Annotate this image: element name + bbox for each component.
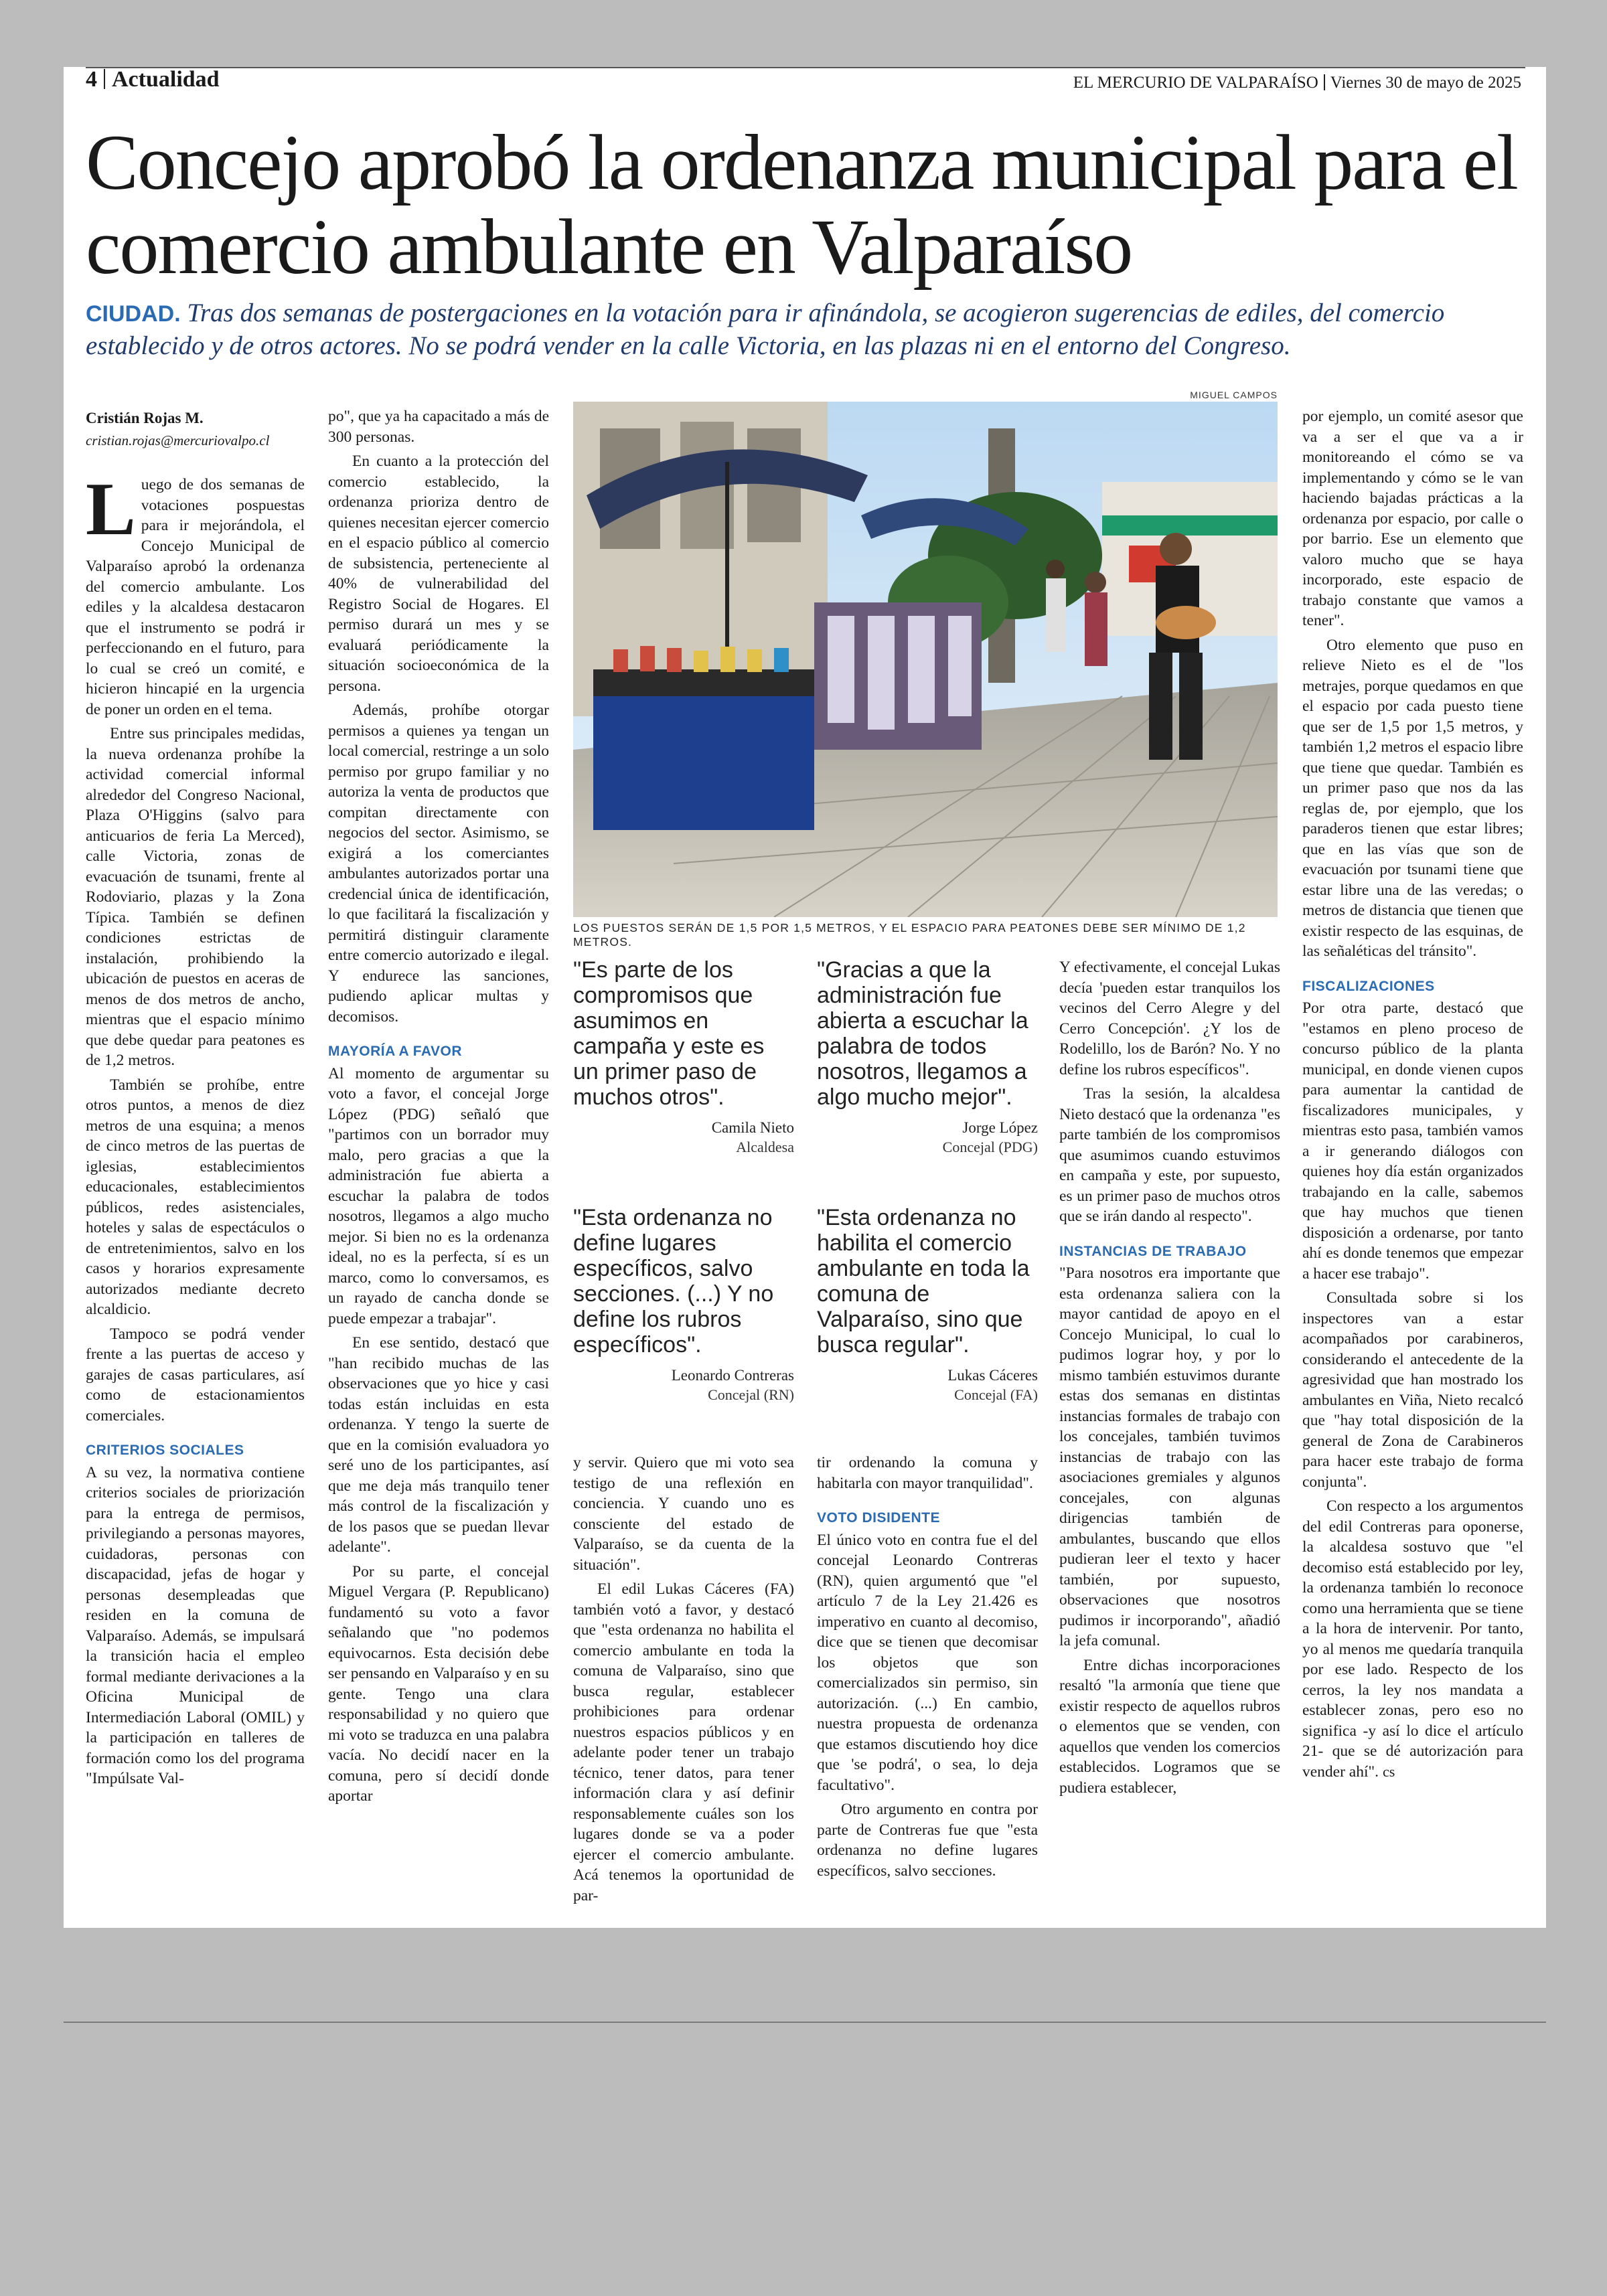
deck — [86, 297, 1525, 362]
subhead-criterios-sociales: CRITERIOS SOCIALES — [86, 1443, 244, 1458]
paragraph: Por su parte, el concejal Miguel Vergara (P. Republicano) fundamentó su voto a favor señalando que "no podemos equivocarnos. Esta decisión debe ser pensando en Valparaíso y en su gente. Tengo una clara responsabilidad y no quiero que mi voto se traduzca en una palabra vacía. No decidí nacer en la comuna, pero sí decidí donde aportar — [328, 1562, 549, 1805]
paragraph: Entre dichas incorporaciones resaltó "la armonía que tiene que existir respecto de aquellos rubros o elementos que se venden, con aquellos que venden los comercios establecidos. Logramos que se pudiera establecer, — [1059, 1656, 1280, 1797]
byline-name: Cristián Rojas M. — [86, 410, 204, 426]
article-column-2 — [328, 406, 549, 1811]
paragraph: Con respecto a los argumentos del edil Contreras para oponerse, la alcaldesa sostuvo que "el decomiso está establecido por ley, la ordenanza también lo reconoce como una herramienta que se tiene a la hora de intervenir. Por tanto, yo al menos me quedaría tranquila por ese lado. Respecto de los cerros, la ley nos mandata a establecer zonas, pero eso no significa -y así lo dice el artículo 21- que se dé autorización para vender ahí". cs — [1302, 1497, 1523, 1781]
paragraph: Al momento de argumentar su voto a favor, el concejal Jorge López (PDG) señaló que "partimos con un borrador muy malo, pero gracias a que la administración fue abierta a escuchar la palabra de todos nosotros, llegamos a algo mucho mejor. Si bien no es la ordenanza ideal, no es la perfecta, sí es un marco, como lo conversamos, es un rayado de cancha donde se puede empezar a trabajar". — [328, 1064, 549, 1327]
section-name: Actualidad — [112, 67, 220, 92]
quote-author: Leonardo Contreras — [671, 1367, 794, 1384]
article-column-3 — [573, 1453, 794, 1910]
page-header-left — [86, 67, 220, 92]
subhead-instancias-de-trabajo: INSTANCIAS DE TRABAJO — [1059, 1243, 1247, 1259]
publication-date: Viernes 30 de mayo de 2025 — [1330, 74, 1521, 92]
paragraph: tir ordenando la comuna y habitarla con mayor tranquilidad". — [817, 1454, 1038, 1492]
paragraph: por ejemplo, un comité asesor que va a ser el que va a ir monitoreando el cómo se va implementando y cómo se le van haciendo bajadas prácticas a la ordenanza por espacio, por calle o por barrio. Ese un elemento que valoro mucho que se haya incorporado, este espacio de trabajo constante que vamos a tener". — [1302, 408, 1523, 629]
paragraph: Otro elemento que puso en relieve Nieto es el de "los metrajes, porque quedamos en que el espacio por cada puesto tiene que ser de 1,5 por 1,5 metros, y también 1,2 metros el espacio libre que tiene que quedar. También es un primer paso que nos da las reglas de, por ejemplo, que los paraderos tienen que estar libres; que en las vías que son de evacuación por tsunami tiene que estar libre una de las veredas; o metros de distancia que tienen que existir respecto de las esquinas, de las señaléticas del tránsito". — [1302, 636, 1523, 960]
footer-rule — [64, 2022, 1546, 2023]
quote-role: Concejal (RN) — [708, 1386, 794, 1403]
publication-name: EL MERCURIO DE VALPARAÍSO — [1073, 74, 1318, 92]
end-mark: cs — [1383, 1762, 1395, 1780]
deck-tag: CIUDAD. — [86, 301, 181, 327]
quote-text: "Esta ordenanza no habilita el comercio ambulante en toda la comuna de Valparaíso, sino que busca regular". — [817, 1205, 1030, 1358]
paragraph: Luego de dos semanas de votaciones pospuestas para ir mejorándola, el Concejo Municipal de Valparaíso aprobó la ordenanza del comercio ambulante. Los ediles y la alcaldesa destacaron que el instrumento se podrá ir perfeccionando en el futuro, para lo cual se creó un comité, e hicieron hincapié en la urgencia de poner un orden en el tema. — [86, 468, 305, 718]
paragraph: También se prohíbe, entre otros puntos, a menos de diez metros de una esquina; a menos de cinco metros de las puertas de iglesias, establecimientos educacionales, establecimientos públicos, redes asistenciales, hoteles y salas de espectáculos o de entretenimientos, salvo en los casos y horarios expresamente autorizados mediante decreto alcaldicio. — [86, 1076, 305, 1318]
quote-role: Alcaldesa — [736, 1139, 794, 1155]
paragraph: A su vez, la normativa contiene criterios sociales de priorización para la entrega de permisos, privilegiando a personas mayores, cuidadoras, personas con discapacidad, jefas de hogar y personas desempleadas que residen en la comuna de Valparaíso. Además, se impulsará la transición hacia el empleo formal mediante derivaciones a la Oficina Municipal de Intermediación Laboral (OMIL) y la participación en talleres de formación como los del programa "Impúlsate Val- — [86, 1463, 305, 1787]
article-column-6 — [1302, 406, 1523, 1786]
paragraph: En ese sentido, destacó que "han recibido muchas de las observaciones que yo hice y casi todas están incluidas en esta ordenanza. Y tengo la suerte de que en la comisión evaluadora yo seré uno de los participantes, así que me deja más tranquilo tener más control de la fiscalización y de los pasos que se puedan llevar adelante". — [328, 1334, 549, 1556]
quote-role: Concejal (FA) — [954, 1386, 1038, 1403]
photo-illustration — [573, 402, 1278, 917]
paragraph: Por otra parte, destacó que "estamos en pleno proceso de concurso público de la planta municipal, en donde vienen cupos para aumentar la cantidad de fiscalizadores municipales, y mientras esto pasa, también vamos a ir generando diálogos con quienes hoy día están organizados trabajando en la calle, sabemos que hay muchos que tienen disposición a ordenarse, por tanto ahí es donde tenemos que empezar a hacer ese trabajo". — [1302, 999, 1523, 1283]
quote-text: "Gracias a que la administración fue abierta a escuchar la palabra de todos nosotros, llegamos a algo mucho mejor". — [817, 957, 1028, 1110]
article-column-5 — [1059, 957, 1280, 1802]
byline-email: cristian.rojas@mercuriovalpo.cl — [86, 432, 270, 448]
paragraph: Y efectivamente, el concejal Lukas decía 'pueden estar tranquilos los vecinos del Cerro Alegre y del Cerro Concepción'. ¿Y los de Rodelillo, los de Barón? No. Y no define los rubros específicos". — [1059, 959, 1280, 1078]
paragraph: "Para nosotros era importante que esta ordenanza saliera con la mayor cantidad de apoyo en el Concejo Municipal, lo cual lo pudimos lograr hoy, y por lo mismo también estuvimos durante estas dos semanas en distintas instancias formales de trabajo con los concejales, también tuvimos instancias de trabajo con las asociaciones gremiales y algunos concejales, con algunas dirigencias también de ambulantes, buscando que ellos pudieran leer el texto y hacer también, por supuesto, observaciones que nosotros pudimos ir incorporando", añadió la jefa comunal. — [1059, 1264, 1280, 1649]
quote-author: Jorge López — [962, 1119, 1038, 1136]
article-column-1 — [86, 408, 305, 1793]
paragraph: Tampoco se podrá vender frente a las puertas de acceso y garajes de casas particulares, así como de estacionamientos comerciales. — [86, 1325, 305, 1424]
deck-text: Tras dos semanas de postergaciones en la votación para ir afinándola, se acogieron sugerencias de ediles, del comercio establecido y de otros actores. No se podrá vender en la calle Victoria, en las plazas ni en el entorno del Congreso. — [86, 299, 1445, 360]
photo-credit: MIGUEL CAMPOS — [1190, 390, 1278, 400]
pull-quote-contreras — [573, 1205, 794, 1404]
page-header-right — [1073, 74, 1521, 92]
quote-text: "Es parte de los compromisos que asumimos en campaña y este es un primer paso de muchos otros". — [573, 957, 765, 1110]
paragraph: po", que ya ha capacitado a más de 300 personas. — [328, 408, 549, 446]
article-column-4 — [817, 1453, 1038, 1885]
subhead-voto-disidente: VOTO DISIDENTE — [817, 1510, 940, 1526]
paragraph: El edil Lukas Cáceres (FA) también votó a favor, y destacó que "esta ordenanza no habilita el comercio ambulante en toda la comuna de Valparaíso, sino que busca regular, establecer prohibiciones para ordenar nuestros espacios públicos y en adelante poder tener un trabajo técnico, tener datos, para tener información clara y así definir responsablemente cuáles son los lugares donde se va a poder ejercer el comercio ambulante. Acá tenemos la oportunidad de par- — [573, 1580, 794, 1904]
pull-quote-nieto — [573, 957, 794, 1157]
paragraph: El único voto en contra fue el del concejal Leonardo Contreras (RN), quien argumentó que "el artículo 7 de la Ley 21.426 es imperativo en cuanto al decomiso, dice que se tienen que decomisar los objetos que son comercializados sin permiso, sin autorización. (...) En cambio, nuestra propuesta de ordenanza que estamos discutiendo hoy dice que 'se podrá', o sea, lo deja facultativo". — [817, 1531, 1038, 1794]
quote-author: Lukas Cáceres — [947, 1367, 1038, 1384]
drop-cap: L — [86, 468, 136, 551]
quote-text: "Esta ordenanza no define lugares específicos, salvo secciones. (...) Y no define los rubros específicos". — [573, 1205, 774, 1358]
paragraph: Además, prohíbe otorgar permisos a quienes ya tengan un local comercial, restringe a un solo permiso por grupo familiar y no autoriza la venta de productos que compitan directamente con negocios del sector. Asimismo, se exigirá a los comerciantes ambulantes autorizados portar una credencial única de identificación, lo que facilitará la fiscalización y permitirá distinguir claramente entre comercio autorizado e ilegal. Y endurece las sanciones, pudiendo aplicar multas y decomisos. — [328, 702, 549, 1026]
street-vendors-photo — [573, 402, 1278, 917]
paragraph: Entre sus principales medidas, la nueva ordenanza prohíbe la actividad comercial informal alrededor del Congreso Nacional, Plaza O'Higgins (salvo para anticuarios de feria La Merced), calle Victoria, zonas de evacuación de tsunami, frente al Rodoviario, plazas y la Zona Típica. También se definen condiciones estrictas de instalación, prohibiendo la ubicación de puestos en aceras de menos de dos metros de ancho, mientras que el espacio mínimo que debe quedar para peatones es de 1,2 metros. — [86, 725, 305, 1069]
page-number: 4 — [86, 67, 97, 92]
subhead-fiscalizaciones: FISCALIZACIONES — [1302, 978, 1435, 994]
photo-caption: LOS PUESTOS SERÁN DE 1,5 POR 1,5 METROS, Y EL ESPACIO PARA PEATONES DEBE SER MÍNIMO DE 1,2 METROS. — [573, 921, 1246, 949]
quote-role: Concejal (PDG) — [942, 1139, 1038, 1155]
headline: Concejo aprobó la ordenanza municipal para el comercio ambulante en Valparaíso — [86, 118, 1517, 291]
pull-quote-caceres — [817, 1205, 1038, 1404]
paragraph: En cuanto a la protección del comercio establecido, la ordenanza prioriza dentro de quienes necesitan ejercer comercio en el espacio público al comercio de subsistencia, perteneciente al 40% de vulnerabilidad del Registro Social de Hogares. El permiso durará un mes y se evaluará periódicamente la situación socioeconómica de la persona. — [328, 453, 549, 695]
paragraph: Otro argumento en contra por parte de Contreras fue que "esta ordenanza no define lugares específicos, salvo secciones. — [817, 1801, 1038, 1880]
subhead-mayoria-a-favor: MAYORÍA A FAVOR — [328, 1044, 463, 1059]
header-rule — [86, 67, 1525, 68]
paragraph: Tras la sesión, la alcaldesa Nieto destacó que la ordenanza "es parte también de los compromisos que asumimos cuando estuvimos en campaña y este, por supuesto, es un primer paso de muchos otros que se irán dando al respecto". — [1059, 1085, 1280, 1225]
quote-author: Camila Nieto — [711, 1119, 794, 1136]
paragraph: Consultada sobre si los inspectores van a estar acompañados por carabineros, considerando el antecedente de la agresividad que han mostrado los ambulantes en Viña, Nieto recalcó que "hay total disposición de la general de Zona de Carabineros para hacer este trabajo de forma conjunta". — [1302, 1289, 1523, 1491]
paragraph: y servir. Quiero que mi voto sea testigo de una reflexión en conciencia. Y cuando uno es consciente del estado de Valparaíso, se da cuenta de la situación". — [573, 1454, 794, 1574]
pull-quote-lopez — [817, 957, 1038, 1157]
